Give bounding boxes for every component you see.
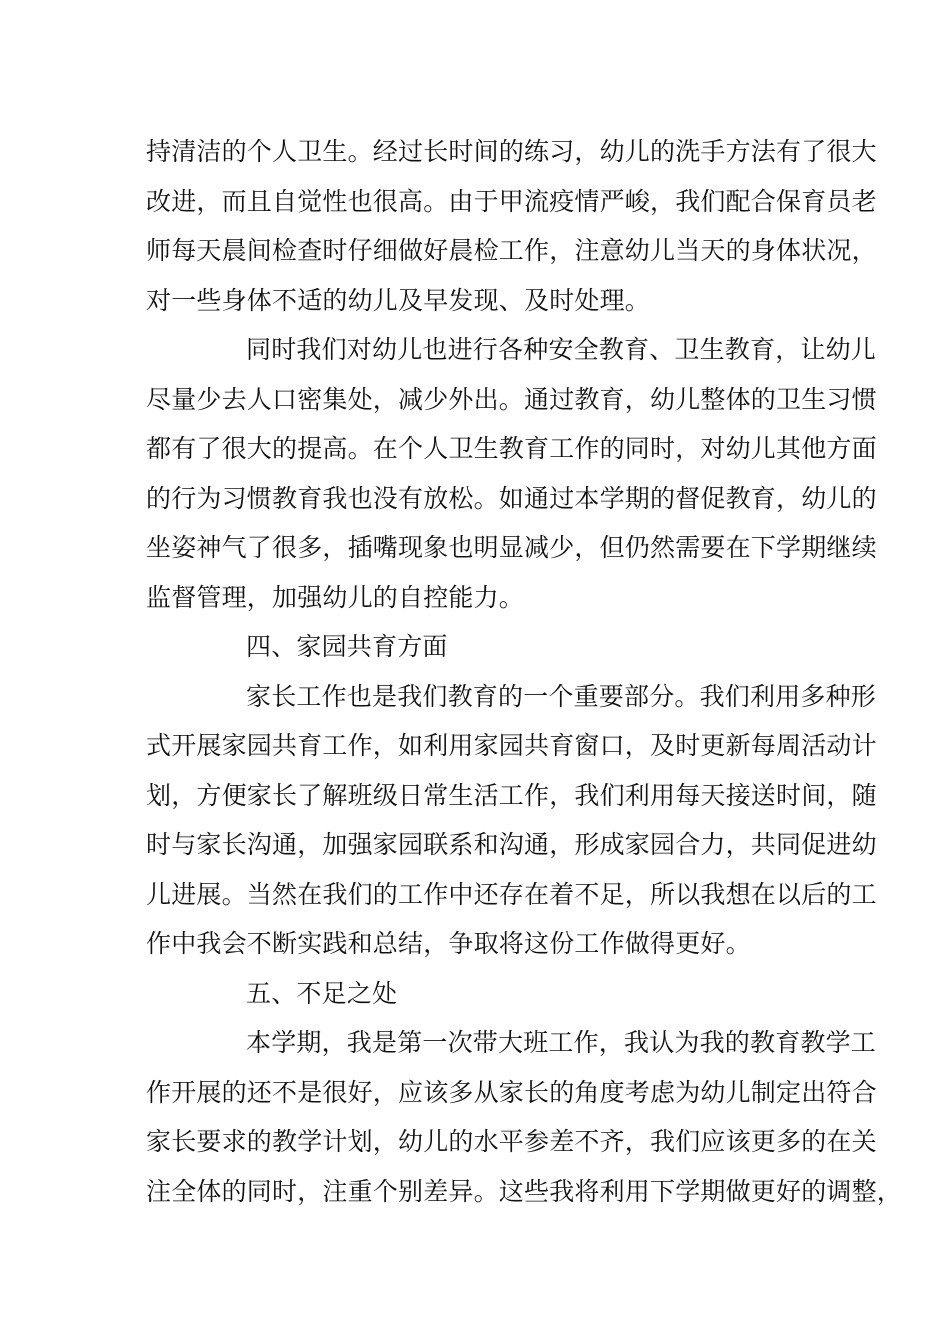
text-line-16: 儿进展。当然在我们的工作中还存在着不足，所以我想在以后的工 [146,880,877,909]
text-line-8: 的行为习惯教育我也没有放松。如通过本学期的督促教育，幼儿的 [146,484,877,513]
text-line-22: 注全体的同时，注重个别差异。这些我将利用下学期做更好的调整， [146,1177,903,1206]
text-line-7: 都有了很大的提高。在个人卫生教育工作的同时，对幼儿其他方面 [146,434,877,463]
paragraph-first-line: 同时我们对幼儿也进行各种安全教育、卫生教育，让幼儿 [246,335,877,364]
paragraph-first-line: 本学期，我是第一次带大班工作，我认为我的教育教学工 [246,1028,877,1057]
text-line-21: 家长要求的教学计划，幼儿的水平参差不齐，我们应该更多的在关 [146,1127,877,1156]
text-line-15: 时与家长沟通，加强家园联系和沟通，形成家园合力，共同促进幼 [146,830,877,859]
text-line-6: 尽量少去人口密集处，减少外出。通过教育，幼儿整体的卫生习惯 [146,385,877,414]
section-heading-4: 四、家园共育方面 [246,632,448,661]
text-line-10: 监督管理，加强幼儿的自控能力。 [146,583,525,612]
text-line-3: 师每天晨间检查时仔细做好晨检工作，注意幼儿当天的身体状况， [146,236,877,265]
text-line-9: 坐姿神气了很多，插嘴现象也明显减少，但仍然需要在下学期继续 [146,533,877,562]
text-line-4: 对一些身体不适的幼儿及早发现、及时处理。 [146,286,651,315]
text-line-20: 作开展的还不是很好，应该多从家长的角度考虑为幼儿制定出符合 [146,1078,877,1107]
text-line-17: 作中我会不断实践和总结，争取将这份工作做得更好。 [146,929,751,958]
text-line-1: 持清洁的个人卫生。经过长时间的练习，幼儿的洗手方法有了很大 [146,137,877,166]
section-heading-5: 五、不足之处 [246,979,398,1008]
text-line-2: 改进，而且自觉性也很高。由于甲流疫情严峻，我们配合保育员老 [146,187,877,216]
paragraph-first-line: 家长工作也是我们教育的一个重要部分。我们利用多种形 [246,682,877,711]
text-line-13: 式开展家园共育工作，如利用家园共育窗口，及时更新每周活动计 [146,731,877,760]
text-line-14: 划，方便家长了解班级日常生活工作，我们利用每天接送时间，随 [146,781,877,810]
